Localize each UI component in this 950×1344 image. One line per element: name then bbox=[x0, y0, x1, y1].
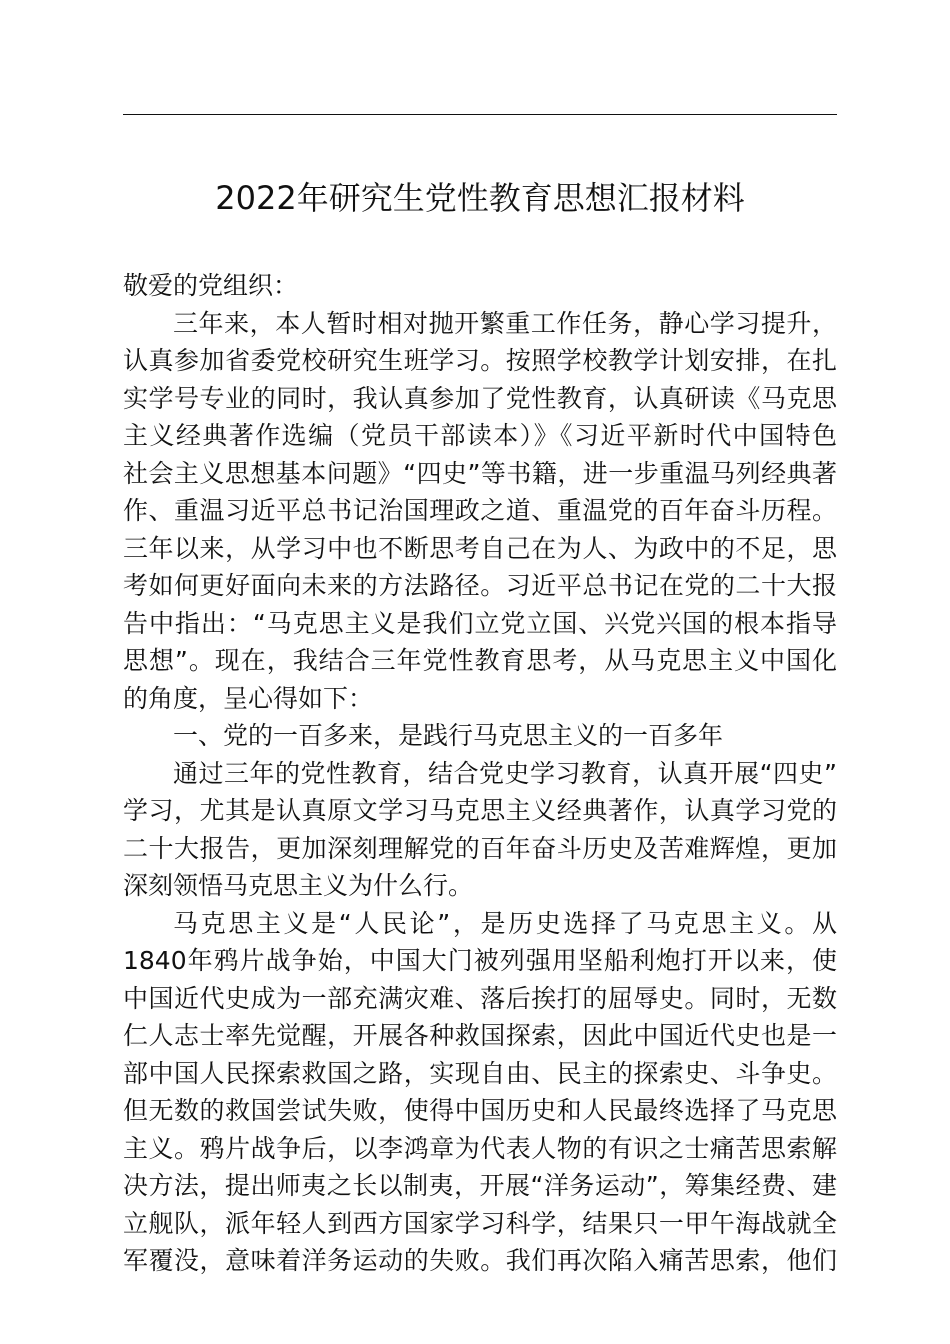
body-text-line: 社会主义思想基本问题》“四史”等书籍，进一步重温马列经典著 bbox=[123, 458, 837, 488]
body-text-line: 一、党的一百多来，是践行马克思主义的一百多年 bbox=[173, 721, 724, 750]
body-text-line: 军覆没，意味着洋务运动的失败。我们再次陷入痛苦思索，他们 bbox=[123, 1246, 837, 1275]
header-rule bbox=[123, 114, 837, 115]
body-text-line: 部中国人民探索救国之路，实现自由、民主的探索史、斗争史。 bbox=[123, 1058, 837, 1088]
body-text-line: 三年以来，从学习中也不断思考自己在为人、为政中的不足，思 bbox=[123, 533, 837, 563]
body-text-line: 仁人志士率先觉醒，开展各种救国探索，因此中国近代史也是一 bbox=[123, 1021, 837, 1050]
body-text-line: 认真参加省委党校研究生班学习。按照学校教学计划安排，在扎 bbox=[123, 346, 837, 375]
body-text-line: 深刻领悟马克思主义为什么行。 bbox=[123, 871, 474, 900]
document-title: 2022年研究生党性教育思想汇报材料 bbox=[215, 179, 745, 217]
body-text-line: 实学号专业的同时，我认真参加了党性教育，认真研读《马克思 bbox=[123, 383, 837, 413]
body-text-line: 三年来，本人暂时相对抛开繁重工作任务，静心学习提升， bbox=[173, 308, 837, 338]
body-text-line: 思想”。现在，我结合三年党性教育思考，从马克思主义中国化 bbox=[123, 646, 837, 675]
body-text-line: 马克思主义是“人民论”，是历史选择了马克思主义。从 bbox=[173, 908, 837, 938]
body-text-line: 通过三年的党性教育，结合党史学习教育，认真开展“四史” bbox=[173, 758, 837, 788]
body-text-line: 中国近代史成为一部充满灾难、落后挨打的屈辱史。同时，无数 bbox=[123, 983, 837, 1013]
body-text-line: 主义。鸦片战争后，以李鸿章为代表人物的有识之士痛苦思索解 bbox=[123, 1133, 837, 1163]
document-body bbox=[123, 267, 837, 1280]
body-text-line: 敬爱的党组织： bbox=[123, 271, 299, 300]
body-text-line: 的角度，呈心得如下： bbox=[123, 683, 374, 713]
body-text-line: 学习，尤其是认真原文学习马克思主义经典著作，认真学习党的 bbox=[123, 796, 837, 825]
body-text-line: 1840年鸦片战争始，中国大门被列强用坚船利炮打开以来，使 bbox=[123, 946, 837, 975]
body-text-line: 考如何更好面向未来的方法路径。习近平总书记在党的二十大报 bbox=[123, 571, 837, 600]
body-text-line: 二十大报告，更加深刻理解党的百年奋斗历史及苦难辉煌，更加 bbox=[123, 833, 837, 863]
body-text-line: 告中指出：“马克思主义是我们立党立国、兴党兴国的根本指导 bbox=[123, 608, 837, 638]
body-text-line: 决方法，提出师夷之长以制夷，开展“洋务运动”，筹集经费、建 bbox=[123, 1171, 837, 1200]
body-text-line: 作、重温习近平总书记治国理政之道、重温党的百年奋斗历程。 bbox=[123, 496, 837, 525]
body-text-line: 主义经典著作选编（党员干部读本）》《习近平新时代中国特色 bbox=[123, 421, 837, 450]
body-text-line: 但无数的救国尝试失败，使得中国历史和人民最终选择了马克思 bbox=[123, 1096, 837, 1125]
body-text-line: 立舰队，派年轻人到西方国家学习科学，结果只一甲午海战就全 bbox=[123, 1208, 837, 1238]
